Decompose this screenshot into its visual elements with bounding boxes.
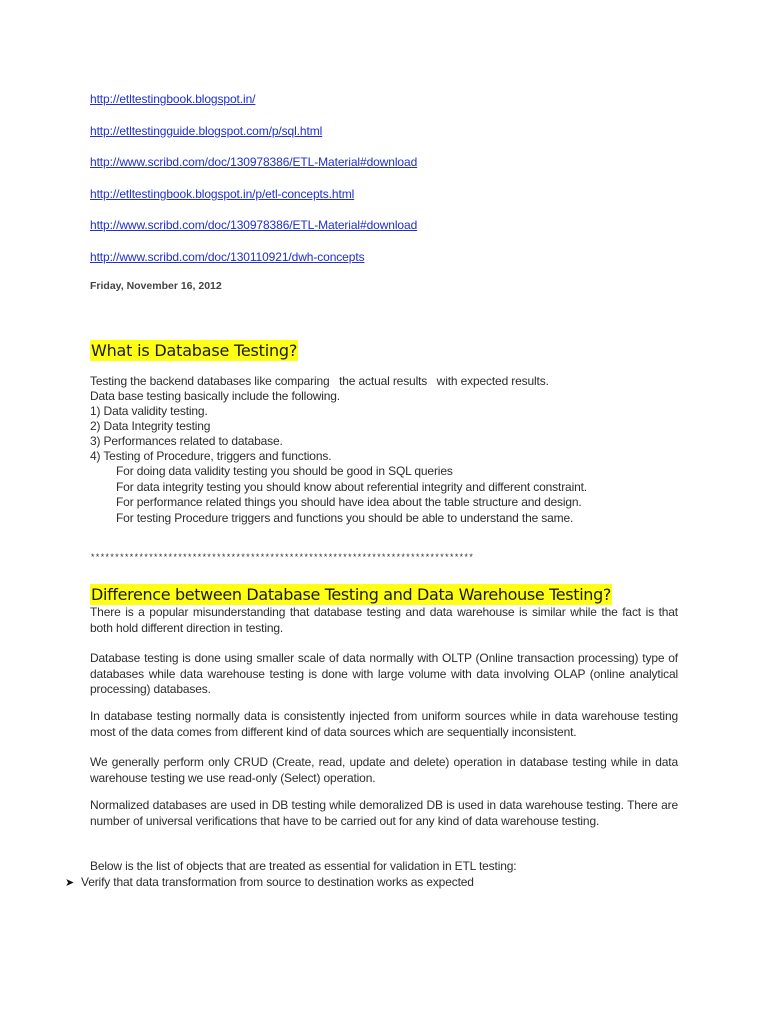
link-etl-concepts[interactable]: http://etltestingbook.blogspot.in/p/etl-concepts.html xyxy=(90,186,355,201)
link-scribd-dwh-concepts[interactable]: http://www.scribd.com/doc/130110921/dwh-concepts xyxy=(90,249,365,264)
separator: ******************************************************************************* xyxy=(90,553,474,563)
text-line-indented: For testing Procedure triggers and functions you should be able to understand the same. xyxy=(116,511,574,525)
arrow-bullet-icon: ➤ xyxy=(65,876,75,889)
link-list xyxy=(90,89,417,279)
list-intro: Below is the list of objects that are treated as essential for validation in ETL testing: xyxy=(90,859,517,873)
paragraph: Database testing is done using smaller scale of data normally with OLTP (Online transaction processing) type of databases while data warehouse testing is done with large volume with data involving OLAP (online analytical processing) databases. xyxy=(90,651,678,696)
list-item xyxy=(90,215,417,235)
bullet-item xyxy=(65,875,474,890)
heading-database-testing: What is Database Testing? xyxy=(91,341,298,360)
list-item xyxy=(90,152,417,172)
link-etltestingbook[interactable]: http://etltestingbook.blogspot.in/ xyxy=(90,92,256,106)
bullet-text: Verify that data transformation from source to destination works as expected xyxy=(81,875,474,889)
list-item xyxy=(90,121,417,141)
text-line-indented: For data integrity testing you should know about referential integrity and different constraint. xyxy=(116,480,587,494)
paragraph: In database testing normally data is consistently injected from uniform sources while in data warehouse testing most of the data comes from different kind of data sources which are sequentially inconsistent. xyxy=(90,709,678,739)
text-line: 4) Testing of Procedure, triggers and functions. xyxy=(90,449,332,463)
list-item xyxy=(90,89,417,109)
heading-db-vs-dwh-testing: Difference between Database Testing and Data Warehouse Testing? xyxy=(91,585,612,604)
paragraph: We generally perform only CRUD (Create, read, update and delete) operation in database testing while in data warehouse testing we use read-only (Select) operation. xyxy=(90,755,678,785)
text-line: 1) Data validity testing. xyxy=(90,404,208,418)
list-item xyxy=(90,184,417,204)
paragraph: Normalized databases are used in DB testing while demoralized DB is used in data warehouse testing. There are number of universal verifications that have to be carried out for any kind of data warehouse testing. xyxy=(90,798,678,828)
link-scribd-etl-material[interactable]: http://www.scribd.com/doc/130978386/ETL-Material#download xyxy=(90,155,418,170)
link-etltestingguide-sql[interactable]: http://etltestingguide.blogspot.com/p/sql.html xyxy=(90,123,323,138)
paragraph: There is a popular misunderstanding that database testing and data warehouse is similar while the fact is that both hold different direction in testing. xyxy=(90,605,678,635)
text-line-indented: For doing data validity testing you should be good in SQL queries xyxy=(116,464,453,478)
link-scribd-etl-material-2[interactable]: http://www.scribd.com/doc/130978386/ETL-Material#download xyxy=(90,218,418,233)
text-line: Data base testing basically include the following. xyxy=(90,389,340,403)
text-line: Testing the backend databases like comparing the actual results with expected results. xyxy=(90,374,549,388)
text-line-indented: For performance related things you should have idea about the table structure and design. xyxy=(116,495,582,509)
post-date: Friday, November 16, 2012 xyxy=(90,280,222,292)
text-line: 2) Data Integrity testing xyxy=(90,419,211,433)
list-item xyxy=(90,247,417,267)
text-line: 3) Performances related to database. xyxy=(90,434,283,448)
